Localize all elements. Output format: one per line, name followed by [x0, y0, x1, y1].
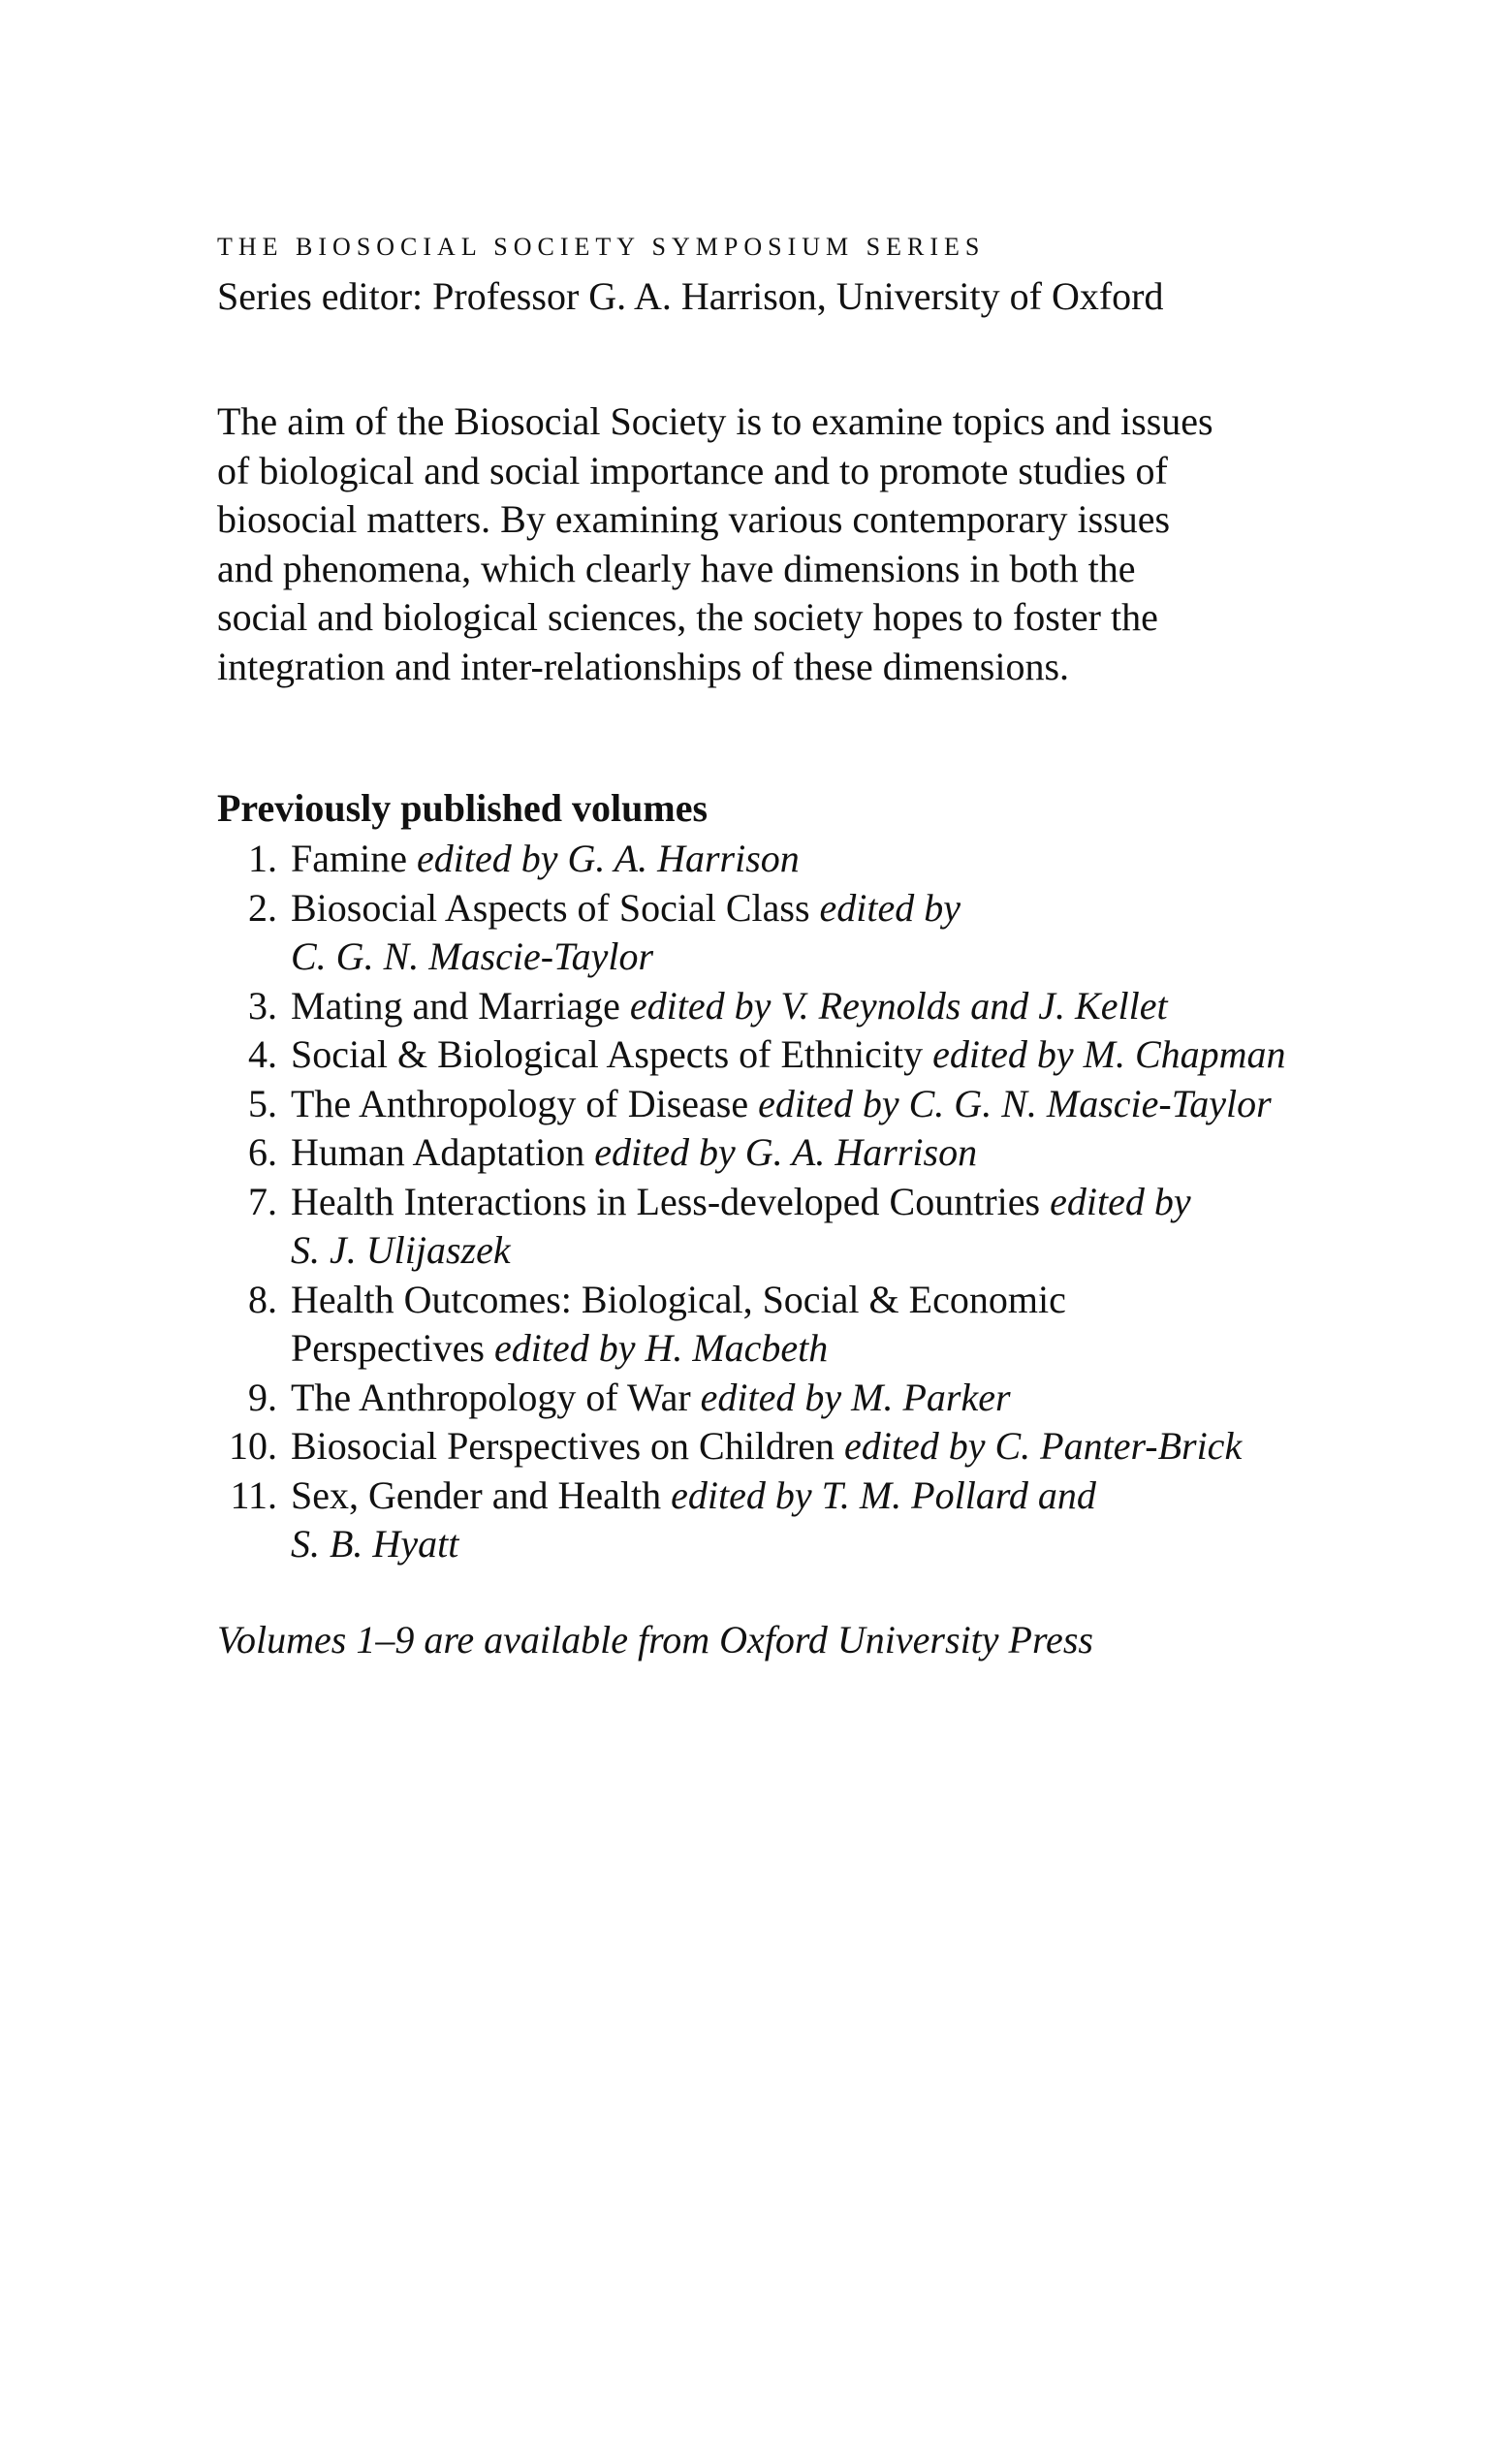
volume-number: 8. [248, 1277, 277, 1321]
series-editor: Series editor: Professor G. A. Harrison, University of Oxford [217, 274, 1164, 318]
volume-title: Sex, Gender and Health [291, 1472, 672, 1517]
volume-line [291, 1472, 1361, 1521]
volume-number: 11. [230, 1472, 277, 1517]
volume-item [217, 1276, 1361, 1374]
volume-editor: edited by C. Panter-Brick [844, 1424, 1243, 1468]
volume-number: 5. [248, 1081, 277, 1125]
volume-number: 6. [248, 1130, 277, 1174]
volume-line [291, 1520, 1361, 1569]
volume-item [217, 1030, 1361, 1080]
previous-volumes-heading: Previously published volumes [217, 786, 709, 830]
volume-title: Biosocial Aspects of Social Class [291, 885, 820, 930]
volume-number: 3. [248, 983, 277, 1028]
series-title: THE BIOSOCIAL SOCIETY SYMPOSIUM SERIES [217, 233, 986, 261]
volume-item [217, 1128, 1361, 1178]
volume-editor: edited by C. G. N. Mascie-Taylor [758, 1081, 1272, 1125]
volume-editor: edited by M. Parker [700, 1375, 1011, 1419]
volume-line [291, 1128, 1361, 1178]
volume-item [217, 1080, 1361, 1129]
volume-line [291, 835, 1361, 884]
volume-title: Health Interactions in Less-developed Countries [291, 1179, 1051, 1223]
volume-item [217, 1472, 1361, 1569]
volume-editor: edited by G. A. Harrison [416, 837, 800, 880]
volume-line [291, 1374, 1361, 1423]
volume-item [217, 982, 1361, 1031]
volume-title: Health Outcomes: Biological, Social & Economic [291, 1277, 1066, 1321]
aim-paragraph [217, 397, 1293, 691]
volume-title: Perspectives [291, 1326, 494, 1370]
volume-editor: edited by V. Reynolds and J. Kellet [629, 983, 1168, 1028]
volume-editor: S. J. Ulijaszek [291, 1228, 511, 1272]
volume-title: The Anthropology of War [291, 1375, 701, 1419]
volume-item [217, 884, 1361, 982]
aim-line: integration and inter-relationships of these dimensions. [217, 644, 1070, 688]
volume-editor: edited by [819, 885, 961, 930]
volume-title: Social & Biological Aspects of Ethnicity [291, 1032, 933, 1076]
aim-line: of biological and social importance and to promote studies of [217, 448, 1168, 492]
volume-number: 2. [248, 885, 277, 930]
volume-editor: edited by H. Macbeth [493, 1326, 829, 1370]
volume-title: Mating and Marriage [291, 983, 630, 1028]
aim-line: The aim of the Biosocial Society is to examine topics and issues [217, 399, 1213, 443]
volume-line [291, 1080, 1361, 1129]
volume-editor: C. G. N. Mascie-Taylor [291, 934, 654, 978]
volume-editor: S. B. Hyatt [291, 1522, 459, 1566]
volume-item [217, 1422, 1361, 1472]
volume-editor: edited by [1050, 1179, 1191, 1223]
volume-title: Famine [291, 837, 417, 880]
availability-note: Volumes 1–9 are available from Oxford University Press [217, 1618, 1093, 1662]
volume-number: 4. [248, 1032, 277, 1076]
volume-line [291, 1030, 1361, 1080]
volume-line [291, 982, 1361, 1031]
volume-line [291, 884, 1361, 934]
aim-line: biosocial matters. By examining various contemporary issues [217, 497, 1171, 541]
volume-editor: edited by G. A. Harrison [594, 1130, 978, 1174]
volume-editor: edited by T. M. Pollard and [671, 1472, 1096, 1517]
volume-item [217, 835, 1361, 884]
volume-number: 9. [248, 1375, 277, 1419]
aim-line: social and biological sciences, the society hopes to foster the [217, 595, 1158, 639]
volume-line [291, 1226, 1361, 1276]
volume-number: 7. [248, 1179, 277, 1223]
volume-item [217, 1178, 1361, 1276]
volume-number: 10. [229, 1424, 277, 1468]
aim-line: and phenomena, which clearly have dimensions in both the [217, 546, 1136, 590]
volume-line [291, 1178, 1361, 1227]
volume-item [217, 1374, 1361, 1423]
volume-list [217, 835, 1361, 1569]
volume-number: 1. [248, 837, 277, 880]
volume-title: The Anthropology of Disease [291, 1081, 759, 1125]
volume-line [291, 1422, 1361, 1472]
volume-title: Biosocial Perspectives on Children [291, 1424, 845, 1468]
volume-line [291, 1324, 1361, 1374]
volume-line [291, 933, 1361, 982]
volume-editor: edited by M. Chapman [932, 1032, 1286, 1076]
volume-line [291, 1276, 1361, 1325]
volume-title: Human Adaptation [291, 1130, 595, 1174]
